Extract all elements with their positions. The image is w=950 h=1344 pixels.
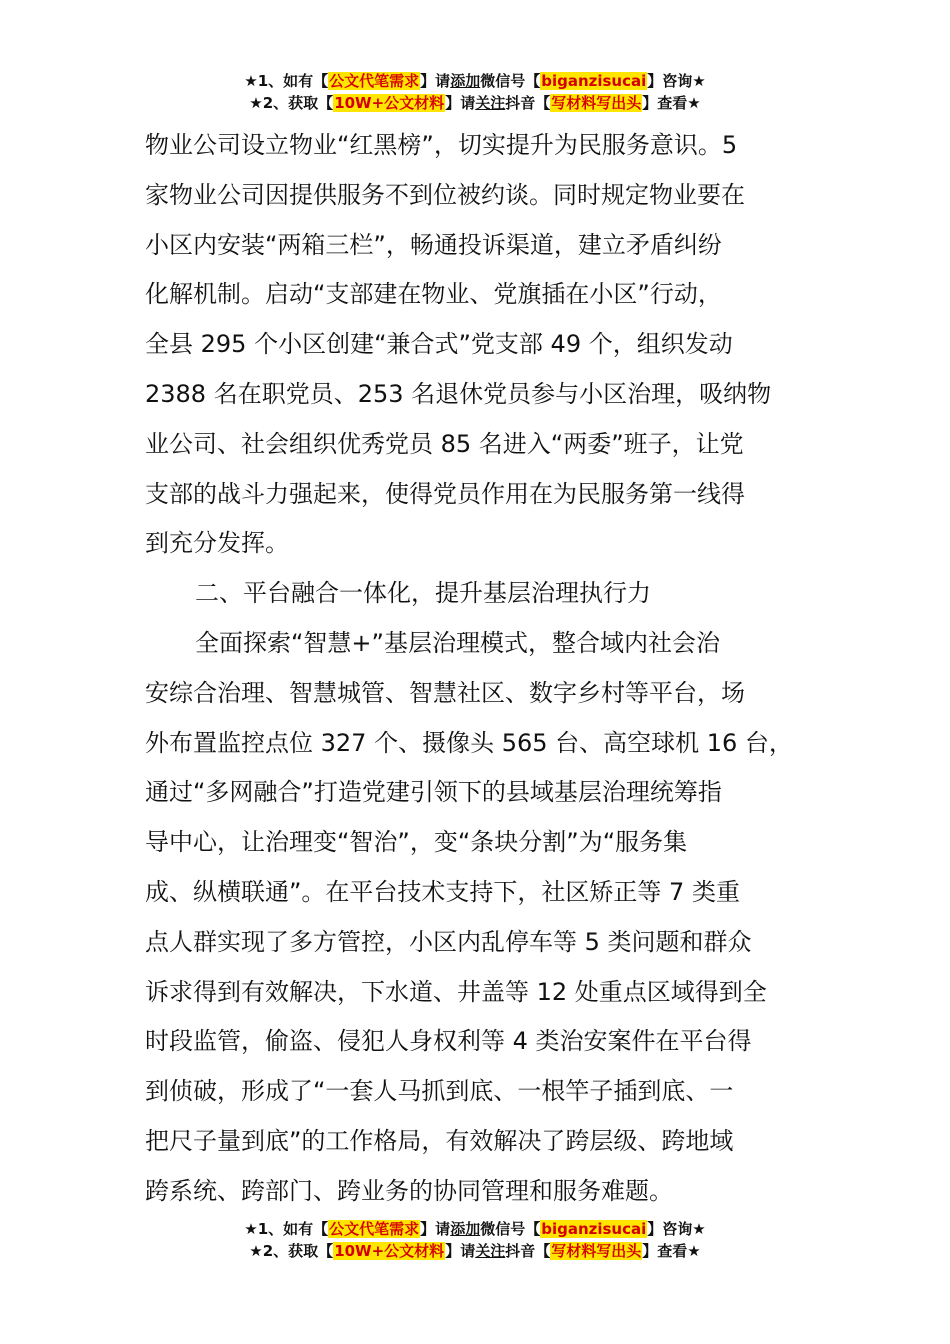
paragraph-line: 安综合治理、智慧城管、智慧社区、数字乡村等平台，场 xyxy=(145,678,745,707)
promo-line-2-middle-2: 抖音【 xyxy=(505,1242,551,1260)
promo-line-1-emphasis: 添加 xyxy=(450,1220,481,1238)
paragraph-line: 外布置监控点位 327 个、摄像头 565 台、高空球机 16 台， xyxy=(145,728,793,757)
paragraph-2 xyxy=(145,619,835,1217)
promo-line-1-suffix: 】咨询★ xyxy=(647,1220,706,1238)
promo-highlight-wechat-id: biganzisucai xyxy=(541,72,647,90)
promo-highlight-materials: 10W+公文材料 xyxy=(334,94,445,112)
paragraph-line: 全县 295 个小区创建“兼合式”党支部 49 个，组织发动 xyxy=(145,330,733,359)
promo-highlight-wechat-id: biganzisucai xyxy=(541,1220,647,1238)
paragraph-line: 业公司、社会组织优秀党员 85 名进入“两委”班子，让党 xyxy=(145,429,744,458)
paragraph-line: 诉求得到有效解决，下水道、井盖等 12 处重点区域得到全 xyxy=(145,977,767,1006)
document-body xyxy=(145,121,835,1217)
promo-line-1-middle: 】请 xyxy=(420,1220,451,1238)
section-heading-text: 二、平台融合一体化，提升基层治理执行力 xyxy=(195,579,651,608)
paragraph-line: 导中心，让治理变“智治”，变“条块分割”为“服务集 xyxy=(145,828,688,857)
paragraph-1 xyxy=(145,121,835,569)
paragraph-line: 通过“多网融合”打造党建引领下的县域基层治理统筹指 xyxy=(145,778,722,807)
promo-line-2 xyxy=(0,92,950,114)
promo-line-2-emphasis: 关注 xyxy=(475,1242,506,1260)
promo-line-2-suffix: 】查看★ xyxy=(642,1242,701,1260)
promo-highlight-douyin-account: 写材料写出头 xyxy=(551,1242,642,1260)
bottom-promo-banner xyxy=(0,1218,950,1262)
promo-line-1-suffix: 】咨询★ xyxy=(647,72,706,90)
promo-line-2-prefix: ★2、获取【 xyxy=(249,1242,334,1260)
promo-highlight-service: 公文代笔需求 xyxy=(329,1220,420,1238)
paragraph-line: 把尺子量到底”的工作格局，有效解决了跨层级、跨地域 xyxy=(145,1126,734,1155)
promo-line-2 xyxy=(0,1240,950,1262)
paragraph-line: 物业公司设立物业“红黑榜”，切实提升为民服务意识。5 xyxy=(145,131,738,159)
promo-line-1-prefix: ★1、如有【 xyxy=(244,1220,329,1238)
promo-line-2-middle-2: 抖音【 xyxy=(505,94,551,112)
promo-highlight-materials: 10W+公文材料 xyxy=(334,1242,445,1260)
promo-line-2-emphasis: 关注 xyxy=(475,94,506,112)
promo-line-2-suffix: 】查看★ xyxy=(642,94,701,112)
paragraph-line: 小区内安装“两箱三栏”，畅通投诉渠道，建立矛盾纠纷 xyxy=(145,230,722,259)
promo-line-1-middle: 】请 xyxy=(420,72,451,90)
promo-line-1-middle-2: 微信号【 xyxy=(480,1220,541,1238)
promo-line-1 xyxy=(0,1218,950,1240)
paragraph-line: 点人群实现了多方管控，小区内乱停车等 5 类问题和群众 xyxy=(145,927,752,956)
paragraph-line: 全面探索“智慧+”基层治理模式，整合域内社会治 xyxy=(195,628,720,657)
top-promo-banner xyxy=(0,70,950,114)
paragraph-line: 时段监管，偷盗、侵犯人身权利等 4 类治安案件在平台得 xyxy=(145,1027,752,1056)
paragraph-line: 到侦破，形成了“一套人马抓到底、一根竿子插到底、一 xyxy=(145,1077,734,1106)
paragraph-line: 2388 名在职党员、253 名退休党员参与小区治理，吸纳物 xyxy=(145,379,772,408)
promo-line-1 xyxy=(0,70,950,92)
promo-line-2-middle: 】请 xyxy=(445,94,476,112)
promo-line-2-middle: 】请 xyxy=(445,1242,476,1260)
promo-line-1-emphasis: 添加 xyxy=(450,72,481,90)
promo-line-2-prefix: ★2、获取【 xyxy=(249,94,334,112)
paragraph-line: 支部的战斗力强起来，使得党员作用在为民服务第一线得 xyxy=(145,479,745,508)
promo-highlight-service: 公文代笔需求 xyxy=(329,72,420,90)
paragraph-line: 家物业公司因提供服务不到位被约谈。同时规定物业要在 xyxy=(145,180,745,209)
paragraph-line: 跨系统、跨部门、跨业务的协同管理和服务难题。 xyxy=(145,1176,673,1205)
section-heading-2 xyxy=(145,569,835,619)
paragraph-line: 到充分发挥。 xyxy=(145,529,289,558)
promo-line-1-prefix: ★1、如有【 xyxy=(244,72,329,90)
promo-line-1-middle-2: 微信号【 xyxy=(480,72,541,90)
paragraph-line: 成、纵横联通”。在平台技术支持下，社区矫正等 7 类重 xyxy=(145,877,740,906)
promo-highlight-douyin-account: 写材料写出头 xyxy=(551,94,642,112)
paragraph-line: 化解机制。启动“支部建在物业、党旗插在小区”行动， xyxy=(145,280,722,309)
